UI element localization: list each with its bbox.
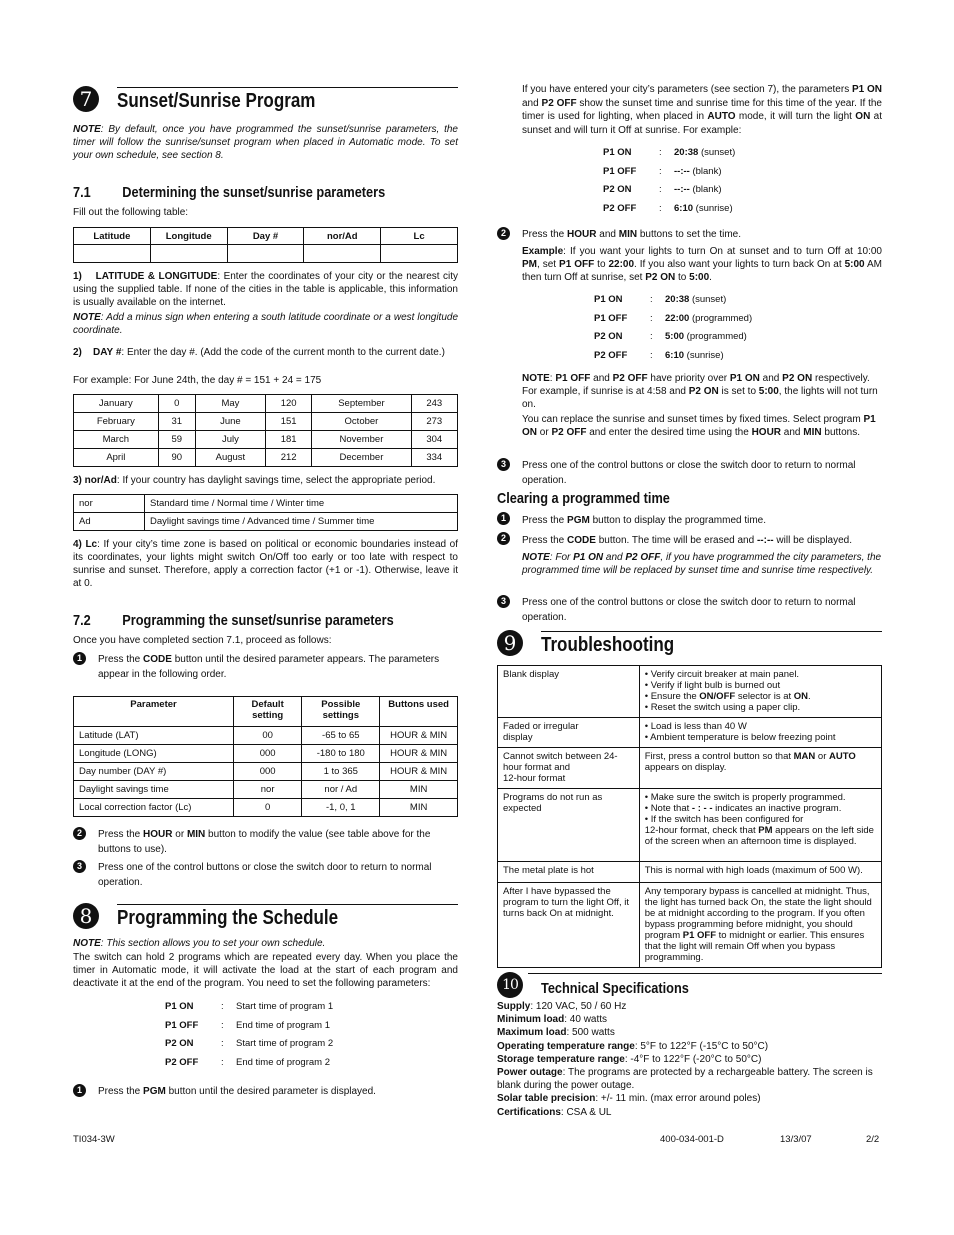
program-key: P2 ON (603, 184, 632, 195)
time-note: (sunset) (698, 147, 736, 158)
clear-step-2-bullet: 2 (497, 532, 510, 545)
table-cell: HOUR & MIN (380, 763, 458, 781)
program-key: P2 OFF (603, 202, 637, 214)
month-codes-table (73, 394, 458, 467)
day-label: DAY # (93, 347, 122, 358)
spec-value: : +/- 11 min. (max error around poles) (595, 1093, 761, 1105)
fill-cell-day (227, 245, 304, 263)
spec-line (497, 1053, 882, 1066)
time-note: (programmed) (689, 312, 753, 324)
section-8-paragraph: The switch can hold 2 programs which are repeated every day. When you place the timer in Automatic mode, it will activate the load at the start of each program and deactivate it at the end of the program. You need to set the following parameters: (73, 952, 458, 989)
month-code: 90 (158, 449, 195, 467)
column-header: Possible settings (302, 697, 380, 727)
text-span: button until the desired parameter is displayed. (165, 1086, 376, 1097)
table-row (74, 449, 458, 467)
table-row (74, 727, 458, 745)
section-7-number: 7 (73, 86, 99, 112)
example-line (603, 181, 735, 200)
fill-cell-lc (381, 245, 458, 263)
solution-cell: • Load is less than 40 W • Ambient temperature is below freezing point (639, 718, 881, 748)
section-8-title: Programming the Schedule (117, 907, 339, 929)
program-key: P1 OFF (603, 165, 637, 177)
schedule-parameter-list (165, 998, 333, 1072)
table-cell: Daylight savings time (74, 781, 234, 799)
lc-paragraph (73, 538, 458, 590)
spec-label: Solar table precision (497, 1093, 596, 1105)
lat-long-text: : Enter the coordinates of your city or the nearest city using the supplied table. If none of the cities in the table is applicable, this information is usually available on the internet. (73, 271, 458, 308)
program-key: P2 ON (594, 331, 623, 342)
month-code: 181 (265, 431, 311, 449)
column-header: Default setting (233, 697, 301, 727)
section-7-1-intro: Fill out the following table: (73, 207, 189, 218)
separator: : (659, 184, 662, 195)
problem-cell: After I have bypassed the program to turn the light Off, it turns back On at midnight. (498, 883, 640, 968)
separator: : (650, 312, 653, 324)
table-cell: 000 (233, 745, 301, 763)
min-button-ref: MIN (186, 829, 206, 840)
spec-label: Power outage (497, 1067, 563, 1079)
period-code: Ad (74, 513, 145, 531)
clear-step-2-text: Press the CODE button. The time will be erased and --:-- will be displayed. (522, 535, 852, 546)
time-note: (blank) (689, 184, 722, 195)
table-row (74, 413, 458, 431)
spec-label: Maximum load (497, 1027, 567, 1039)
section-10-header (497, 972, 715, 998)
pgm-button-ref: PGM (143, 1086, 166, 1097)
spec-label: Minimum load (497, 1014, 565, 1026)
time-value: --:-- (674, 184, 690, 195)
header-latitude: Latitude (74, 228, 151, 245)
month-code: 0 (158, 395, 195, 413)
month-code: 273 (411, 413, 457, 431)
problem-cell: Programs do not run as expected (498, 789, 640, 862)
parameter-description: Start time of program 2 (236, 1038, 334, 1049)
table-header-row (74, 697, 458, 727)
text-span: Press the (98, 654, 144, 665)
day-paragraph (73, 346, 458, 359)
month-name: January (74, 395, 159, 413)
table-row (498, 789, 882, 862)
parameter-line (165, 1035, 333, 1054)
parameter-key: P2 ON (165, 1038, 194, 1049)
program-key: P1 ON (594, 294, 623, 305)
separator: : (221, 1056, 224, 1068)
problem-cell: Cannot switch between 24-hour format and 12-hour format (498, 748, 640, 789)
month-code: 334 (411, 449, 457, 467)
fill-cell-longitude (150, 245, 227, 263)
code-button-ref: CODE (143, 654, 172, 665)
solution-cell: Any temporary bypass is cancelled at midnight. Thus, the light has turned back On, the state the light should be at midnight according to the program. If you often bypass programming before midnight, you should program P1 OFF to midnight or earlier. This ensures that the light will remain Off when you bypass programming. (639, 883, 881, 968)
section-10-title: Technical Specifications (541, 980, 689, 997)
clear-step-3-text: Press one of the control buttons or close the switch door to return to normal operation. (522, 597, 856, 623)
table-row (74, 745, 458, 763)
lat-long-note (73, 311, 458, 337)
time-note: (sunrise) (693, 202, 733, 214)
month-name: March (74, 431, 159, 449)
table-cell: MIN (380, 781, 458, 799)
time-note: (sunrise) (684, 349, 724, 361)
program-key: P1 ON (603, 147, 632, 158)
spec-line (497, 1000, 882, 1013)
spec-line (497, 1092, 882, 1105)
clear-step-1-bullet: 1 (497, 512, 510, 525)
month-name: June (195, 413, 265, 431)
spec-label: Storage temperature range (497, 1053, 625, 1065)
section-7-note (73, 123, 458, 162)
problem-cell: Faded or irregular display (498, 718, 640, 748)
set-time-step: Press the HOUR and MIN buttons to set the time. (522, 229, 742, 240)
spec-value: : 5°F to 122°F (-15°C to 50°C) (634, 1040, 769, 1052)
separator: : (650, 331, 653, 342)
parameter-description: End time of program 2 (236, 1056, 330, 1068)
month-code: 151 (265, 413, 311, 431)
table-cell: nor (233, 781, 301, 799)
month-name: November (312, 431, 411, 449)
table-cell: MIN (380, 799, 458, 817)
month-name: September (312, 395, 411, 413)
lc-label: 4) Lc (73, 539, 98, 550)
program-key: P1 OFF (594, 312, 628, 324)
table-row (498, 718, 882, 748)
example-line (603, 200, 735, 219)
separator: : (221, 1038, 224, 1049)
time-note: (sunset) (689, 294, 727, 305)
troubleshooting-table (497, 665, 882, 968)
parameter-key: P1 OFF (165, 1019, 199, 1031)
table-row (74, 495, 458, 513)
table-row (74, 781, 458, 799)
header-nor-ad: nor/Ad (304, 228, 381, 245)
table-cell: 00 (233, 727, 301, 745)
month-code: 243 (411, 395, 457, 413)
program-key: P2 OFF (594, 349, 628, 361)
separator: : (659, 202, 662, 214)
section-8-note (73, 937, 325, 950)
lc-text: : If your city’s time zone is based on political or economic boundaries instead of its coordinates, your lights might switch On/Off too early or too late with respect to sunrise and sunset. Therefore, apply a correction factor (+1 or -1). Otherwise, leave it at 0. (73, 539, 459, 589)
text-span: or (172, 829, 187, 840)
period-code: nor (74, 495, 145, 513)
section-9-title: Troubleshooting (541, 634, 675, 656)
day-text: : Enter the day #. (Add the code of the current month to the current date.) (121, 347, 445, 358)
parameter-key: P2 OFF (165, 1056, 199, 1068)
month-name: October (312, 413, 411, 431)
sunset-intro: If you have entered your city’s parameters (see section 7), the parameters P1 ON and P2 OFF show the sunset time and sunrise time for this time of the year. If the timer is used for lighting, when placed in AUTO mode, it will turn the light ON at sunset and will turn it Off at sunrise. For example: (522, 84, 883, 136)
time-value: 22:00 (665, 312, 690, 324)
section-7-1-header (73, 184, 385, 202)
month-name: December (312, 449, 411, 467)
table-cell: Longitude (LONG) (74, 745, 234, 763)
day-example: For example: For June 24th, the day # = 151 + 24 = 175 (73, 375, 322, 386)
text-span: button to modify the value (see table above for the buttons to use). (98, 829, 431, 855)
section-7-title: Sunset/Sunrise Program (117, 90, 316, 112)
period-description: Daylight savings time / Advanced time / Summer time (145, 513, 458, 531)
nor-ad-label: 3) nor/Ad (73, 475, 117, 486)
section-7-1-number: 7.1 (73, 184, 91, 201)
separator: : (659, 147, 662, 158)
clear-step-3-bullet: 3 (497, 595, 510, 608)
spec-label: Operating temperature range (497, 1040, 635, 1052)
problem-cell: Blank display (498, 666, 640, 718)
table-cell: 0 (233, 799, 301, 817)
spec-label: Certifications (497, 1106, 561, 1118)
section-7-2-header (73, 612, 394, 630)
parameter-description: End time of program 1 (236, 1019, 330, 1031)
fill-cell-nor-ad (304, 245, 381, 263)
step-3-text: Press one of the control buttons or close the switch door to return to normal operation. (98, 862, 432, 888)
time-note: (blank) (689, 165, 722, 177)
clearing-title: Clearing a programmed time (497, 490, 670, 507)
step-1-bullet: 1 (73, 1084, 86, 1097)
table-row (74, 431, 458, 449)
section-7-1-title: Determining the sunset/sunrise parameters (122, 184, 386, 201)
solution-cell: This is normal with high loads (maximum of 500 W). (639, 862, 881, 883)
note-label: NOTE (73, 938, 101, 949)
column-header: Buttons used (380, 697, 458, 727)
section-7-2-intro: Once you have completed section 7.1, proceed as follows: (73, 635, 332, 646)
example-line (594, 328, 752, 347)
clear-step-1-text: Press the PGM button to display the programmed time. (522, 515, 767, 526)
parameter-description: Start time of program 1 (236, 1001, 334, 1012)
month-code: 31 (158, 413, 195, 431)
spec-line (497, 1040, 882, 1053)
section-8-header (73, 903, 377, 929)
month-code: 212 (265, 449, 311, 467)
month-name: February (74, 413, 159, 431)
fill-cell-latitude (74, 245, 151, 263)
pgm-step-text (98, 1084, 458, 1099)
hour-button-ref: HOUR (143, 829, 173, 840)
note-label: NOTE (73, 124, 101, 135)
table-row (74, 395, 458, 413)
spec-line (497, 1013, 882, 1026)
example-line (594, 310, 752, 329)
note-text: : This section allows you to set your own schedule. (100, 938, 326, 949)
header-day: Day # (227, 228, 304, 245)
footer-page: 2/2 (866, 1134, 880, 1145)
section-9-header (497, 630, 698, 656)
step-2-text (98, 827, 458, 857)
step-1-bullet: 1 (73, 652, 86, 665)
table-row (498, 666, 882, 718)
table-cell: Local correction factor (Lc) (74, 799, 234, 817)
footer-doc-number: 400-034-001-D (660, 1134, 724, 1145)
table-cell: nor / Ad (302, 781, 380, 799)
technical-specifications (497, 1000, 882, 1119)
table-row (74, 799, 458, 817)
period-description: Standard time / Normal time / Winter time (145, 495, 458, 513)
replace-times-text: You can replace the sunrise and sunset times by fixed times. Select program P1 ON or P2 OFF and enter the desired time using the HOUR and MIN buttons. (522, 414, 876, 438)
section-7-header (73, 86, 350, 112)
spec-line (497, 1066, 882, 1092)
footer-model: TI034-3W (73, 1134, 115, 1145)
month-name: April (74, 449, 159, 467)
text-span: Press the (98, 829, 144, 840)
table-row (498, 883, 882, 968)
parameters-fill-table (73, 227, 458, 263)
time-value: 20:38 (665, 294, 690, 305)
spec-label: Supply (497, 1001, 531, 1012)
time-value: 6:10 (665, 349, 685, 361)
table-cell: HOUR & MIN (380, 745, 458, 763)
problem-cell: The metal plate is hot (498, 862, 640, 883)
separator: : (659, 165, 662, 177)
spec-value: : The programs are protected by a rechargeable battery. The screen is blank during the power outage. (497, 1067, 873, 1092)
month-code: 120 (265, 395, 311, 413)
section-9-number: 9 (497, 630, 523, 656)
time-value: 6:10 (674, 202, 694, 214)
nor-ad-table (73, 494, 458, 531)
clear-note: NOTE: For P1 ON and P2 OFF, if you have programmed the city parameters, the programmed time will be replaced by sunset time and sunrise time respectively. (522, 552, 882, 576)
parameter-line (165, 1054, 333, 1073)
section-8-number: 8 (73, 903, 99, 929)
step-2-bullet: 2 (73, 827, 86, 840)
table-row (74, 763, 458, 781)
parameter-table (73, 696, 458, 817)
month-name: May (195, 395, 265, 413)
text-span: button until the desired parameter appears. The parameters appear in the following order. (98, 654, 440, 680)
lat-long-paragraph (73, 270, 458, 309)
step-3-bullet: 3 (497, 458, 510, 471)
spec-value: : 500 watts (566, 1027, 615, 1039)
separator: : (221, 1001, 224, 1012)
return-step-text: Press one of the control buttons or close the switch door to return to normal operation. (522, 460, 856, 486)
separator: : (221, 1019, 224, 1031)
lat-long-label: 1) LATITUDE & LONGITUDE (73, 271, 218, 282)
sunset-example-1 (603, 144, 735, 218)
section-7-2-title: Programming the sunset/sunrise parameters (122, 612, 394, 629)
section-7-2-number: 7.2 (73, 612, 91, 629)
parameter-line (165, 1017, 333, 1036)
section-10-number: 10 (497, 972, 523, 998)
separator: : (650, 294, 653, 305)
time-note: (programmed) (684, 331, 747, 342)
table-row (498, 862, 882, 883)
priority-note: NOTE: P1 OFF and P2 OFF have priority over P1 ON and P2 ON respectively. For example, if sunrise is at 4:58 and P2 ON is set to 5:00, the lights will not turn on. (522, 373, 878, 410)
example-line (594, 291, 752, 310)
nor-ad-text: : If your country has daylight savings time, select the appropriate period. (116, 475, 436, 486)
month-name: August (195, 449, 265, 467)
time-value: --:-- (674, 165, 690, 177)
solution-cell: • Verify circuit breaker at main panel. • Verify if light bulb is burned out • Ensure the ON/OFF selector is at ON. • Reset the switch using a paper clip. (639, 666, 881, 718)
table-row (74, 513, 458, 531)
note-text: : By default, once you have programmed the sunset/sunrise parameters, the timer will follow the sunrise/sunset program when placed in Automatic mode. To set your own schedule, see section 8. (73, 124, 458, 161)
table-cell: Latitude (LAT) (74, 727, 234, 745)
table-cell: 1 to 365 (302, 763, 380, 781)
text-span: Press the (98, 1086, 144, 1097)
spec-value: : CSA & UL (560, 1106, 612, 1118)
spec-value: : 120 VAC, 50 / 60 Hz (530, 1001, 627, 1012)
step-3-bullet: 3 (73, 860, 86, 873)
footer-date: 13/3/07 (780, 1134, 812, 1145)
separator: : (650, 349, 653, 361)
table-row (498, 748, 882, 789)
example-line (594, 347, 752, 366)
table-cell: -65 to 65 (302, 727, 380, 745)
spec-value: : 40 watts (564, 1014, 608, 1026)
spec-value: : -4°F to 122°F (-20°C to 50°C) (624, 1053, 762, 1065)
table-cell: -1, 0, 1 (302, 799, 380, 817)
solution-cell: First, press a control button so that MAN or AUTO appears on display. (639, 748, 881, 789)
header-longitude: Longitude (150, 228, 227, 245)
nor-ad-paragraph (73, 474, 458, 487)
time-value: 20:38 (674, 147, 699, 158)
day-number-label: 2) (73, 347, 82, 358)
header-lc: Lc (381, 228, 458, 245)
table-cell: HOUR & MIN (380, 727, 458, 745)
example-line (603, 144, 735, 163)
step-1-text (98, 652, 458, 682)
spec-line (497, 1106, 882, 1119)
table-cell: Day number (DAY #) (74, 763, 234, 781)
month-code: 59 (158, 431, 195, 449)
parameter-key: P1 ON (165, 1001, 194, 1012)
table-cell: -180 to 180 (302, 745, 380, 763)
example-line (603, 163, 735, 182)
table-cell: 000 (233, 763, 301, 781)
step-2-bullet: 2 (497, 227, 510, 240)
month-code: 304 (411, 431, 457, 449)
note-text: : Add a minus sign when entering a south latitude coordinate or a west longitude coordinate. (73, 312, 458, 336)
time-value: 5:00 (665, 331, 685, 342)
note-label: NOTE (73, 312, 101, 323)
set-time-example: Example: If you want your lights to turn On at sunset and to turn Off at 10:00 PM, set P1 OFF to 22:00. If you also want your lights to turn back On at 5:00 AM then turn Off at sunrise, set P2 ON to 5:00. (522, 246, 882, 283)
column-header: Parameter (74, 697, 234, 727)
solution-cell: • Make sure the switch is properly programmed. • Note that - : - - indicates an inactive program. • If the switch has been configured for 12-hour format, check that PM appears on the left side of the screen when an afternoon time is displayed. (639, 789, 881, 862)
spec-line (497, 1026, 882, 1039)
month-name: July (195, 431, 265, 449)
sunset-example-2 (594, 291, 752, 365)
parameter-line (165, 998, 333, 1017)
